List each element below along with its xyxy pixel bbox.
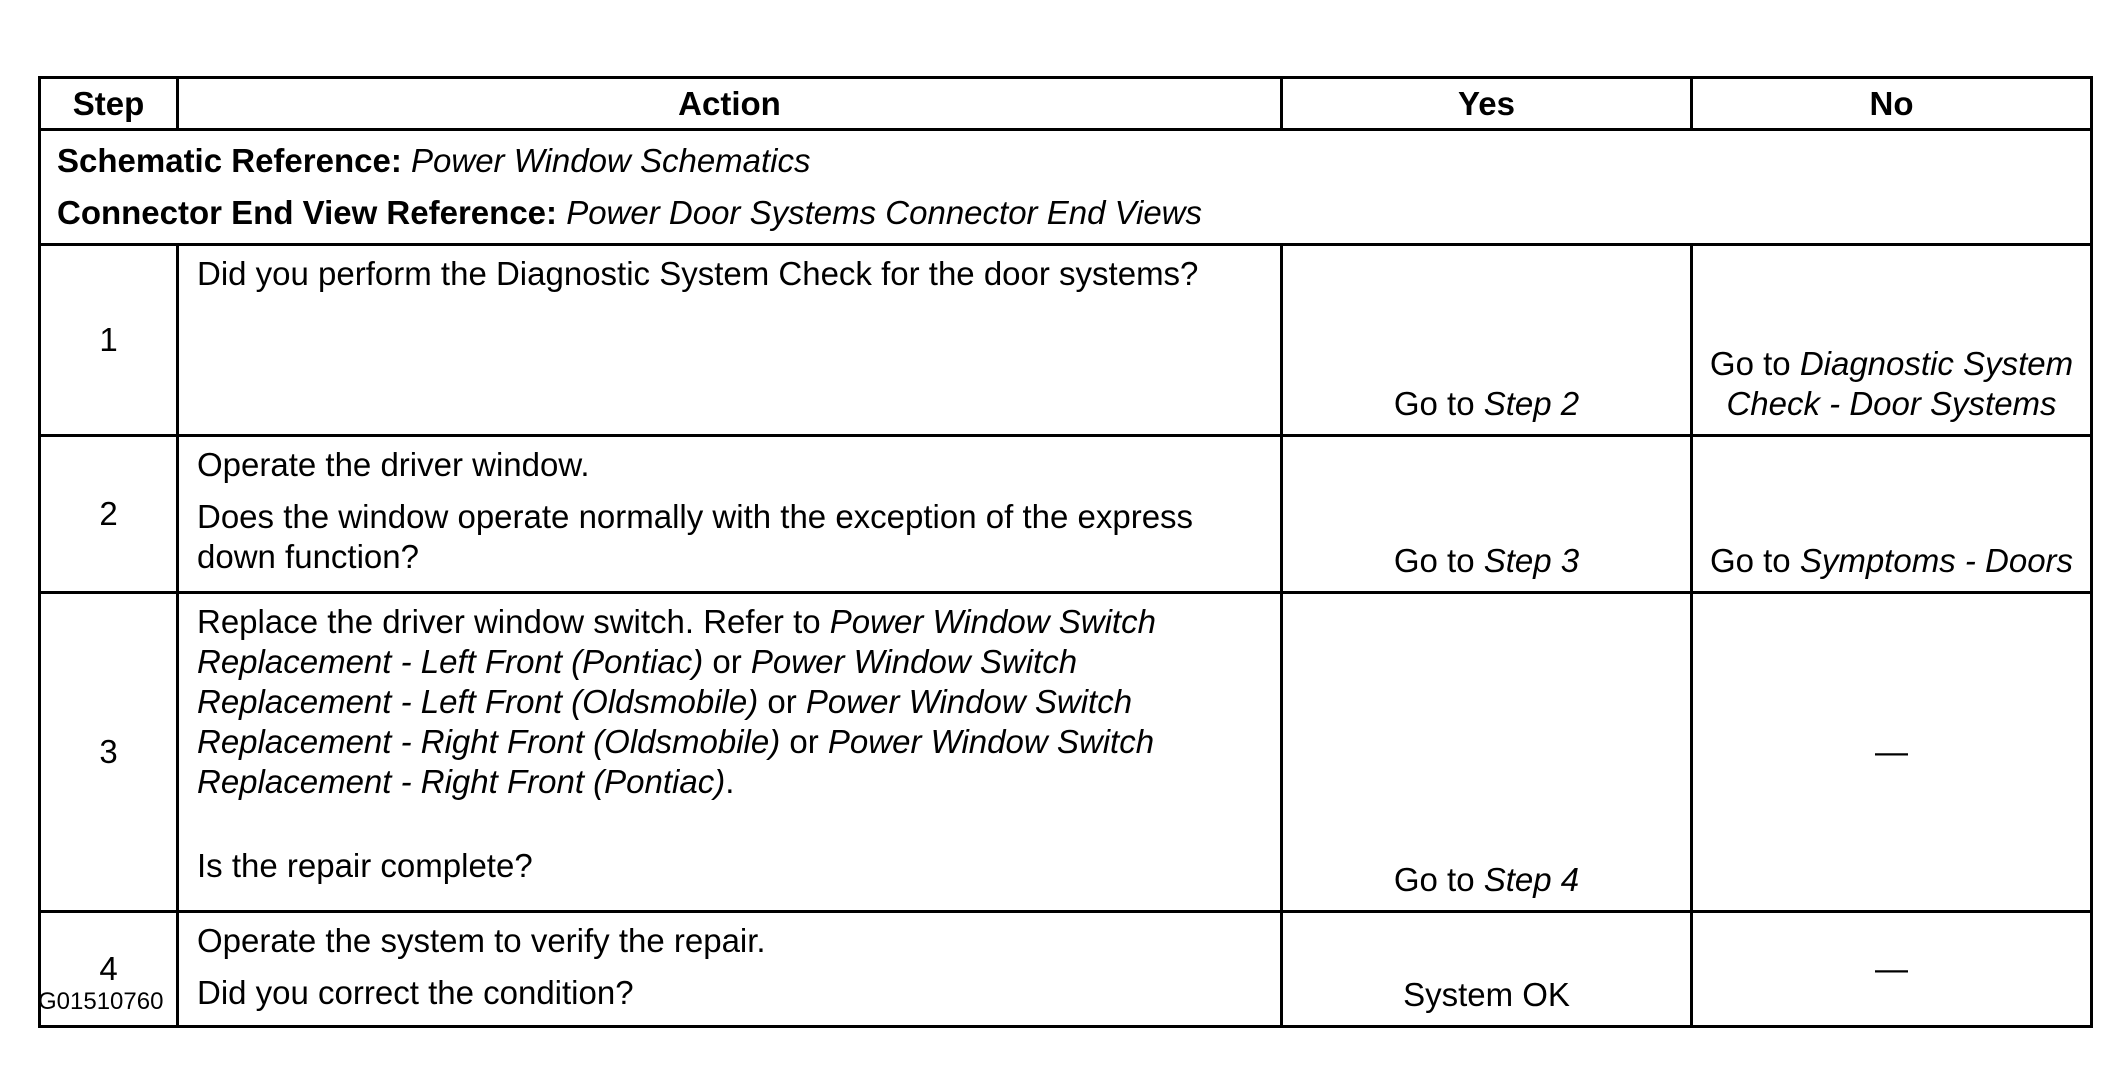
step-number: 4: [40, 912, 178, 1027]
reference-link-4[interactable]: Power Window Switch Replacement - Right Front (Pontiac): [197, 723, 1155, 800]
action-instruction: [197, 602, 1262, 802]
header-yes: Yes: [1282, 78, 1692, 130]
action-question: Does the window operate normally with the exception of the express down function?: [197, 498, 1194, 575]
figure-code: G01510760: [38, 988, 164, 1015]
reference-row: [40, 130, 2092, 245]
connector-reference: [57, 187, 2074, 239]
header-row: [40, 78, 2092, 130]
action-cell: [178, 912, 1282, 1027]
no-cell: [1692, 436, 2092, 593]
or-text: or: [712, 643, 742, 680]
no-prefix: Go to: [1709, 542, 1791, 579]
schematic-reference-link[interactable]: Power Window Schematics: [411, 142, 811, 179]
period: .: [725, 763, 735, 800]
step-number: 2: [40, 436, 178, 593]
action-cell: [178, 436, 1282, 593]
table-row: [40, 912, 2092, 1027]
no-link[interactable]: Symptoms - Doors: [1799, 542, 2074, 579]
no-cell: [1692, 245, 2092, 436]
action-instruction: Operate the system to verify the repair.: [197, 922, 766, 959]
diagnostic-table: [38, 76, 2093, 1028]
connector-reference-label: Connector End View Reference:: [57, 194, 558, 231]
reference-cell: [40, 130, 2092, 245]
or-text: or: [789, 723, 819, 760]
table-row: [40, 593, 2092, 912]
schematic-reference: [57, 135, 2074, 187]
no-prefix: Go to: [1709, 345, 1791, 382]
no-cell: —: [1692, 912, 2092, 1027]
header-step: Step: [40, 78, 178, 130]
schematic-reference-label: Schematic Reference:: [57, 142, 402, 179]
action-question: Did you correct the condition?: [197, 974, 634, 1011]
action-question: Is the repair complete?: [197, 847, 533, 884]
action-cell: [178, 245, 1282, 436]
yes-cell: [1282, 593, 1692, 912]
yes-cell: [1282, 436, 1692, 593]
yes-prefix: Go to: [1393, 385, 1475, 422]
step-number: 3: [40, 593, 178, 912]
yes-cell: System OK: [1282, 912, 1692, 1027]
action-cell: [178, 593, 1282, 912]
step-number: 1: [40, 245, 178, 436]
table-row: [40, 245, 2092, 436]
action-instruction: Operate the driver window.: [197, 446, 590, 483]
reference-link-3[interactable]: Power Window Switch Replacement - Right Front (Oldsmobile): [197, 683, 1133, 760]
yes-link[interactable]: Step 2: [1483, 385, 1580, 422]
yes-link[interactable]: Step 4: [1483, 861, 1580, 898]
reference-link-2[interactable]: Power Window Switch Replacement - Left Front (Oldsmobile): [197, 643, 1078, 720]
no-link[interactable]: Diagnostic System Check - Door Systems: [1726, 345, 2074, 422]
action-intro: Replace the driver window switch. Refer to: [197, 603, 821, 640]
yes-cell: [1282, 245, 1692, 436]
table-row: [40, 436, 2092, 593]
no-cell: —: [1692, 593, 2092, 912]
or-text: or: [767, 683, 797, 720]
header-no: No: [1692, 78, 2092, 130]
yes-prefix: Go to: [1393, 861, 1475, 898]
yes-link[interactable]: Step 3: [1483, 542, 1580, 579]
connector-reference-link[interactable]: Power Door Systems Connector End Views: [566, 194, 1203, 231]
yes-prefix: Go to: [1393, 542, 1475, 579]
header-action: Action: [178, 78, 1282, 130]
action-question: Did you perform the Diagnostic System Check for the door systems?: [197, 255, 1199, 292]
reference-link-1[interactable]: Power Window Switch Replacement - Left Front (Pontiac): [197, 603, 1156, 680]
